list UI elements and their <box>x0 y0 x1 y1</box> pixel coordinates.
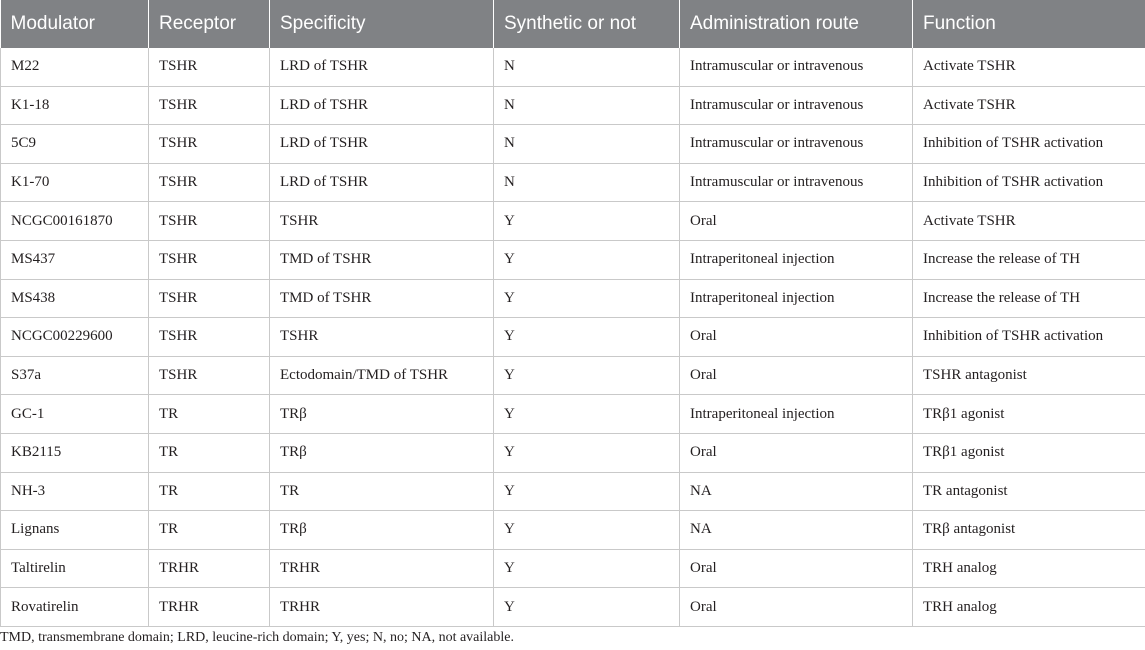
table-cell: TRH analog <box>913 588 1145 627</box>
column-header: Receptor <box>149 0 270 48</box>
table-cell: TR <box>270 472 494 511</box>
table-cell: LRD of TSHR <box>270 163 494 202</box>
table-cell: Activate TSHR <box>913 86 1145 125</box>
table-cell: TRβ <box>270 433 494 472</box>
column-header: Specificity <box>270 0 494 48</box>
table-cell: TRβ antagonist <box>913 511 1145 550</box>
column-header: Administration route <box>680 0 913 48</box>
table-cell: TR <box>149 511 270 550</box>
table-cell: KB2115 <box>1 433 149 472</box>
table-cell: N <box>494 163 680 202</box>
header-row <box>1 0 1145 48</box>
table-cell: Y <box>494 588 680 627</box>
table-cell: K1-18 <box>1 86 149 125</box>
table-cell: TRβ <box>270 395 494 434</box>
table-cell: 5C9 <box>1 125 149 164</box>
table-cell: TRβ <box>270 511 494 550</box>
table-cell: K1-70 <box>1 163 149 202</box>
table-cell: Y <box>494 549 680 588</box>
table-cell: Intramuscular or intravenous <box>680 163 913 202</box>
table-cell: Inhibition of TSHR activation <box>913 163 1145 202</box>
table-cell: Oral <box>680 202 913 241</box>
table-cell: Oral <box>680 588 913 627</box>
table-footnote: TMD, transmembrane domain; LRD, leucine-rich domain; Y, yes; N, no; NA, not available. <box>0 630 514 645</box>
table-cell: TSHR antagonist <box>913 356 1145 395</box>
table-cell: TMD of TSHR <box>270 240 494 279</box>
table-row <box>1 588 1145 627</box>
table-cell: TSHR <box>149 86 270 125</box>
table-cell: TSHR <box>149 240 270 279</box>
table-cell: TRHR <box>270 549 494 588</box>
table-cell: LRD of TSHR <box>270 48 494 86</box>
table-cell: Ectodomain/TMD of TSHR <box>270 356 494 395</box>
table-cell: Y <box>494 356 680 395</box>
table-cell: TSHR <box>149 202 270 241</box>
table-cell: LRD of TSHR <box>270 86 494 125</box>
table-cell: Y <box>494 472 680 511</box>
table-row <box>1 240 1145 279</box>
table-cell: NCGC00229600 <box>1 318 149 357</box>
table-cell: M22 <box>1 48 149 86</box>
table-cell: Intramuscular or intravenous <box>680 125 913 164</box>
table-row <box>1 395 1145 434</box>
table-body <box>1 48 1145 626</box>
table-cell: GC-1 <box>1 395 149 434</box>
table-cell: TSHR <box>149 125 270 164</box>
table-row <box>1 125 1145 164</box>
table-cell: Y <box>494 395 680 434</box>
table-row <box>1 472 1145 511</box>
table-cell: Y <box>494 318 680 357</box>
table-row <box>1 48 1145 86</box>
table-cell: Taltirelin <box>1 549 149 588</box>
table-cell: TRHR <box>149 549 270 588</box>
table-cell: Inhibition of TSHR activation <box>913 125 1145 164</box>
table-row <box>1 279 1145 318</box>
table-cell: Lignans <box>1 511 149 550</box>
column-header: Modulator <box>1 0 149 48</box>
table-row <box>1 202 1145 241</box>
table-cell: TRHR <box>270 588 494 627</box>
table-cell: Rovatirelin <box>1 588 149 627</box>
table-cell: Intramuscular or intravenous <box>680 48 913 86</box>
table-cell: TSHR <box>270 202 494 241</box>
table-cell: Increase the release of TH <box>913 240 1145 279</box>
table-cell: TRHR <box>149 588 270 627</box>
table-cell: MS438 <box>1 279 149 318</box>
table-row <box>1 86 1145 125</box>
table-row <box>1 511 1145 550</box>
table-cell: Oral <box>680 356 913 395</box>
table-cell: TR <box>149 433 270 472</box>
table-cell: Y <box>494 240 680 279</box>
table-cell: TRH analog <box>913 549 1145 588</box>
table-header <box>1 0 1145 48</box>
table-cell: NA <box>680 472 913 511</box>
table-row <box>1 356 1145 395</box>
table-cell: Y <box>494 202 680 241</box>
table-cell: TSHR <box>149 318 270 357</box>
table-cell: TRβ1 agonist <box>913 433 1145 472</box>
column-header: Function <box>913 0 1145 48</box>
table-cell: NH-3 <box>1 472 149 511</box>
table-row <box>1 433 1145 472</box>
table-cell: TR <box>149 472 270 511</box>
table-cell: Intraperitoneal injection <box>680 279 913 318</box>
table-cell: Oral <box>680 549 913 588</box>
table-cell: NA <box>680 511 913 550</box>
table-cell: Activate TSHR <box>913 48 1145 86</box>
table-cell: N <box>494 48 680 86</box>
table-cell: MS437 <box>1 240 149 279</box>
table-cell: Intraperitoneal injection <box>680 240 913 279</box>
table-cell: TSHR <box>270 318 494 357</box>
table-cell: N <box>494 125 680 164</box>
table-cell: Y <box>494 279 680 318</box>
table-cell: TR <box>149 395 270 434</box>
table-row <box>1 549 1145 588</box>
table-cell: NCGC00161870 <box>1 202 149 241</box>
table-cell: LRD of TSHR <box>270 125 494 164</box>
table-cell: Y <box>494 433 680 472</box>
table-cell: Increase the release of TH <box>913 279 1145 318</box>
table-cell: TSHR <box>149 356 270 395</box>
table-cell: Intraperitoneal injection <box>680 395 913 434</box>
table-cell: Y <box>494 511 680 550</box>
table-row <box>1 163 1145 202</box>
table-cell: Intramuscular or intravenous <box>680 86 913 125</box>
table-cell: TSHR <box>149 279 270 318</box>
table-cell: Activate TSHR <box>913 202 1145 241</box>
table-cell: S37a <box>1 356 149 395</box>
table-cell: TSHR <box>149 163 270 202</box>
table-row <box>1 318 1145 357</box>
column-header: Synthetic or not <box>494 0 680 48</box>
table-cell: Oral <box>680 318 913 357</box>
table-cell: TSHR <box>149 48 270 86</box>
table-cell: TMD of TSHR <box>270 279 494 318</box>
table-cell: N <box>494 86 680 125</box>
table-cell: TR antagonist <box>913 472 1145 511</box>
table-cell: TRβ1 agonist <box>913 395 1145 434</box>
table-cell: Inhibition of TSHR activation <box>913 318 1145 357</box>
table-cell: Oral <box>680 433 913 472</box>
